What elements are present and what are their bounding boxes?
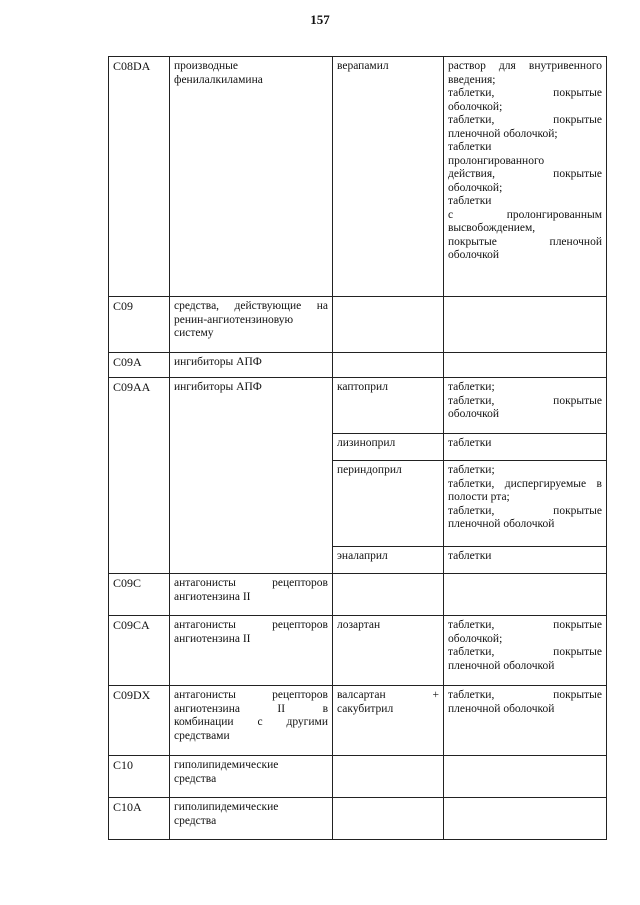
text-line: оболочкой;: [448, 632, 503, 645]
text-line: ренин-ангиотензиновую: [174, 313, 294, 326]
text-line: полости рта;: [448, 491, 510, 503]
forms-cell: [444, 353, 607, 378]
text-line: антагонисты рецепторов: [174, 577, 328, 589]
text-line: сакубитрил: [337, 702, 394, 715]
drug-cell: периндоприл: [333, 461, 444, 547]
group-cell: [170, 686, 333, 756]
text-line: ангиотензина II в: [174, 702, 328, 715]
drug-cell: эналаприл: [333, 547, 444, 574]
drug-cell: [333, 686, 444, 756]
table-row: [109, 756, 607, 798]
atc-code-cell: C08DA: [109, 57, 170, 297]
text-line: введения;: [448, 73, 496, 86]
text-line: таблетки: [448, 195, 492, 207]
text-line: пленочной оболочкой: [448, 702, 555, 715]
forms-cell: [444, 57, 607, 297]
atc-code-cell: C09C: [109, 574, 170, 616]
text-line: оболочкой;: [448, 181, 503, 194]
text-line: таблетки;: [448, 381, 495, 393]
forms-cell: [444, 297, 607, 353]
forms-cell: [444, 434, 607, 461]
drug-cell: [333, 798, 444, 840]
group-line: средства: [174, 772, 217, 785]
atc-code-cell: C10A: [109, 798, 170, 840]
table-row: [109, 353, 607, 378]
forms-cell: [444, 378, 607, 434]
group-cell: [170, 57, 333, 297]
drug-cell: каптоприл: [333, 378, 444, 434]
text-line: высвобождением,: [448, 222, 536, 234]
table-row: [109, 297, 607, 353]
table-row: [109, 616, 607, 686]
group-line: средства: [174, 814, 217, 827]
text-line: таблетки, покрытые: [448, 114, 602, 126]
text-line: комбинации с другими: [174, 716, 328, 728]
forms-cell: [444, 798, 607, 840]
group-line: гиполипидемические: [174, 759, 279, 771]
group-cell: [170, 574, 333, 616]
text-line: с пролонгированным: [448, 208, 602, 221]
text-line: действия, покрытые: [448, 168, 602, 180]
text-line: средствами: [174, 729, 230, 742]
forms-cell: [444, 461, 607, 547]
text-line: таблетки, покрытые: [448, 646, 602, 658]
text-line: оболочкой: [448, 249, 500, 261]
text-line: пролонгированного: [448, 154, 545, 167]
group-cell: ингибиторы АПФ: [170, 378, 333, 574]
drug-cell: лозартан: [333, 616, 444, 686]
text-line: ангиотензина II: [174, 632, 251, 645]
text-line: таблетки: [448, 550, 492, 562]
text-line: покрытые пленочной: [448, 235, 602, 248]
forms-cell: [444, 547, 607, 574]
group-line: фенилалкиламина: [174, 73, 263, 86]
atc-code-cell: C09A: [109, 353, 170, 378]
page-number: 157: [310, 12, 330, 27]
group-cell: [170, 616, 333, 686]
group-line: производные: [174, 60, 238, 72]
forms-cell: [444, 756, 607, 798]
text-line: антагонисты рецепторов: [174, 619, 328, 631]
atc-code-cell: C09AA: [109, 378, 170, 574]
drug-cell: [333, 353, 444, 378]
text-line: таблетки, диспергируемые в: [448, 477, 602, 490]
table-row: [109, 57, 607, 297]
group-line: гиполипидемические: [174, 801, 279, 813]
text-line: таблетки, покрытые: [448, 689, 602, 701]
forms-cell: [444, 616, 607, 686]
text-line: средства, действующие на: [174, 300, 328, 312]
table-row: [109, 378, 607, 434]
group-cell: [170, 297, 333, 353]
text-line: валсартан +: [337, 689, 439, 701]
drug-classification-table: [108, 56, 607, 840]
text-line: пленочной оболочкой: [448, 659, 555, 672]
drug-cell: [333, 756, 444, 798]
text-line: таблетки, покрытые: [448, 394, 602, 407]
text-line: таблетки, покрытые: [448, 87, 602, 99]
group-cell: [170, 756, 333, 798]
table-row: [109, 686, 607, 756]
drug-cell: [333, 574, 444, 616]
group-cell: [170, 798, 333, 840]
drug-cell: верапамил: [333, 57, 444, 297]
text-line: таблетки, покрытые: [448, 619, 602, 631]
text-line: пленочной оболочкой;: [448, 127, 558, 140]
atc-code-cell: C09DX: [109, 686, 170, 756]
atc-code-cell: C09: [109, 297, 170, 353]
forms-cell: [444, 686, 607, 756]
table-row: [109, 574, 607, 616]
text-line: систему: [174, 327, 214, 339]
text-line: антагонисты рецепторов: [174, 689, 328, 701]
table-row: [109, 798, 607, 840]
text-line: таблетки: [448, 141, 492, 153]
text-line: таблетки, покрытые: [448, 504, 602, 517]
atc-code-cell: C09CA: [109, 616, 170, 686]
drug-cell: лизиноприл: [333, 434, 444, 461]
drug-cell: [333, 297, 444, 353]
atc-code-cell: C10: [109, 756, 170, 798]
text-line: таблетки;: [448, 464, 495, 476]
group-cell: ингибиторы АПФ: [170, 353, 333, 378]
text-line: ангиотензина II: [174, 590, 251, 603]
text-line: таблетки: [448, 437, 492, 449]
text-line: оболочкой;: [448, 100, 503, 113]
text-line: оболочкой: [448, 408, 500, 420]
forms-cell: [444, 574, 607, 616]
text-line: пленочной оболочкой: [448, 518, 555, 530]
text-line: раствор для внутривенного: [448, 60, 602, 72]
